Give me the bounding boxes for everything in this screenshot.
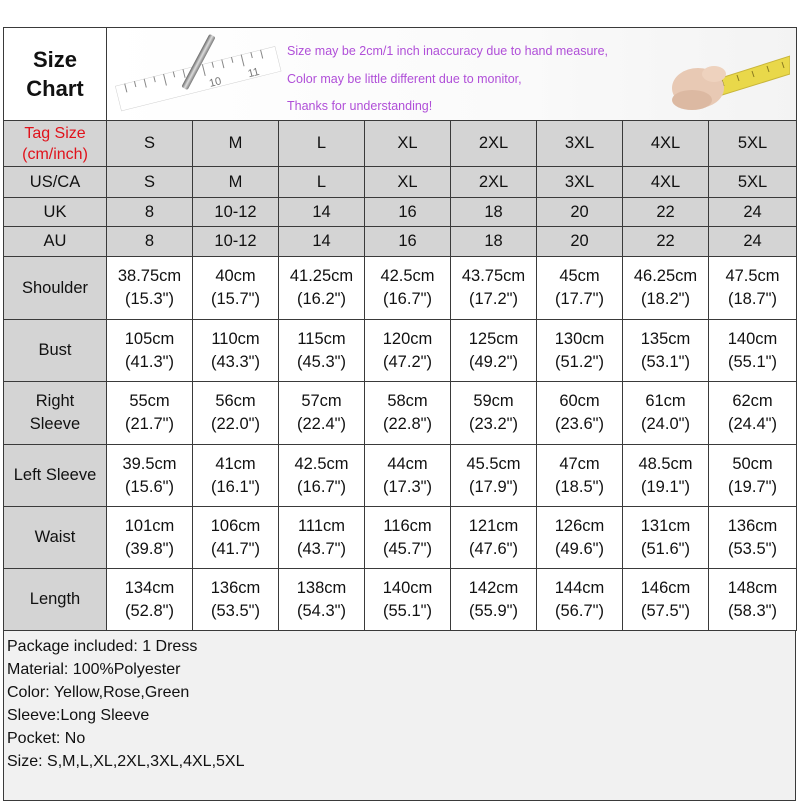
table-cell — [709, 445, 797, 507]
tape-measure-hand-icon — [662, 44, 790, 114]
tag-size-cell: 2XL — [451, 121, 537, 167]
table-cell: 18 — [451, 227, 537, 257]
cell-inch: (21.7") — [125, 415, 174, 433]
cell-inch: (24.4") — [728, 415, 777, 433]
cell-inch: (19.7") — [728, 477, 777, 496]
cell-cm: 57cm — [301, 392, 342, 410]
tag-size-label — [4, 121, 107, 167]
row-label-au: AU — [4, 227, 107, 257]
cell-cm: 42.5cm — [294, 454, 349, 473]
table-cell — [107, 320, 193, 382]
cell-cm: 38.75cm — [117, 267, 182, 285]
table-cell — [107, 507, 193, 569]
cell-inch: (57.5") — [641, 601, 690, 620]
table-cell — [365, 445, 451, 507]
cell-cm: 55cm — [129, 392, 170, 410]
cell-inch: (55.9") — [469, 601, 518, 620]
table-cell: 8 — [107, 198, 193, 227]
cell-cm: 47.5cm — [725, 267, 780, 285]
cell-inch: (17.9") — [469, 477, 518, 496]
row-label-length: Length — [4, 569, 107, 631]
cell-inch: (52.8") — [125, 601, 174, 620]
table-cell: 16 — [365, 227, 451, 257]
cell-cm: 140cm — [727, 329, 778, 348]
cell-cm: 131cm — [640, 516, 691, 535]
table-cell — [623, 257, 709, 320]
size-chart-sheet — [3, 27, 796, 796]
cell-cm: 140cm — [382, 578, 433, 597]
cell-cm: 138cm — [296, 578, 347, 597]
cell-inch: (23.2") — [469, 415, 518, 433]
table-cell: 22 — [623, 227, 709, 257]
table-cell — [193, 257, 279, 320]
cell-cm: 135cm — [640, 329, 691, 348]
table-cell: 3XL — [537, 167, 623, 198]
cell-cm: 130cm — [554, 329, 605, 348]
cell-cm: 60cm — [559, 392, 600, 410]
table-cell — [451, 257, 537, 320]
cell-inch: (54.3") — [297, 601, 346, 620]
note-line-2: Color may be little different due to monitor, — [287, 72, 522, 86]
size-chart-table — [3, 27, 797, 631]
table-cell: 24 — [709, 227, 797, 257]
table-cell — [537, 382, 623, 445]
tag-size-cell: 4XL — [623, 121, 709, 167]
table-cell — [193, 507, 279, 569]
cell-inch: (53.5") — [728, 539, 777, 558]
table-cell — [709, 257, 797, 320]
table-cell: XL — [365, 167, 451, 198]
cell-cm: 121cm — [468, 516, 519, 535]
ruler-number: 10 — [207, 75, 223, 90]
info-sizes: Size: S,M,L,XL,2XL,3XL,4XL,5XL — [7, 753, 245, 770]
cell-inch: (47.2") — [383, 352, 432, 371]
table-cell — [107, 382, 193, 445]
cell-cm: 148cm — [727, 578, 778, 597]
cell-inch: (18.5") — [555, 477, 604, 496]
table-cell — [537, 257, 623, 320]
table-cell: 18 — [451, 198, 537, 227]
measurement-banner — [107, 28, 797, 121]
table-cell — [623, 507, 709, 569]
table-cell — [537, 445, 623, 507]
cell-cm: 115cm — [297, 329, 346, 348]
table-cell — [709, 382, 797, 445]
cell-cm: 146cm — [640, 578, 691, 597]
table-cell — [279, 320, 365, 382]
table-cell: 16 — [365, 198, 451, 227]
cell-cm: 44cm — [387, 454, 428, 473]
cell-inch: (15.6") — [125, 477, 174, 496]
table-cell — [279, 257, 365, 320]
table-cell — [709, 507, 797, 569]
cell-inch: (43.7") — [297, 539, 346, 558]
right-sleeve-label-line-2: Sleeve — [29, 415, 81, 433]
cell-cm: 48.5cm — [638, 454, 693, 473]
tag-size-cell: 3XL — [537, 121, 623, 167]
right-sleeve-label-line-1: Right — [35, 392, 75, 410]
cell-cm: 46.25cm — [633, 267, 698, 285]
cell-inch: (49.2") — [469, 352, 518, 371]
table-cell: 20 — [537, 198, 623, 227]
row-label-waist: Waist — [4, 507, 107, 569]
cell-cm: 42.5cm — [380, 267, 435, 285]
table-cell: L — [279, 167, 365, 198]
cell-cm: 45.5cm — [466, 454, 521, 473]
row-label-shoulder: Shoulder — [4, 257, 107, 320]
cell-inch: (56.7") — [555, 601, 604, 620]
cell-cm: 39.5cm — [122, 454, 177, 473]
cell-inch: (55.1") — [728, 352, 777, 371]
cell-inch: (41.7") — [211, 539, 260, 558]
cell-inch: (55.1") — [383, 601, 432, 620]
row-label-right-sleeve — [4, 382, 107, 445]
cell-cm: 111cm — [297, 516, 346, 535]
note-line-1: Size may be 2cm/1 inch inaccuracy due to hand measure, — [287, 44, 609, 58]
cell-cm: 61cm — [645, 392, 686, 410]
cell-inch: (16.7") — [383, 290, 432, 308]
product-info-panel — [3, 631, 796, 801]
table-cell: 4XL — [623, 167, 709, 198]
table-cell — [193, 320, 279, 382]
cell-cm: 134cm — [124, 578, 175, 597]
table-cell — [193, 445, 279, 507]
cell-inch: (39.8") — [125, 539, 174, 558]
info-material: Material: 100%Polyester — [7, 661, 181, 678]
info-sleeve: Sleeve:Long Sleeve — [7, 707, 150, 724]
cell-cm: 106cm — [210, 516, 261, 535]
table-cell: 24 — [709, 198, 797, 227]
cell-inch: (51.2") — [555, 352, 604, 371]
row-label-bust: Bust — [4, 320, 107, 382]
cell-inch: (51.6") — [641, 539, 690, 558]
cell-inch: (22.4") — [297, 415, 346, 433]
table-cell: 22 — [623, 198, 709, 227]
cell-inch: (41.3") — [125, 352, 174, 371]
table-cell — [709, 320, 797, 382]
cell-inch: (17.2") — [469, 290, 518, 308]
tag-size-cell: 5XL — [709, 121, 797, 167]
table-cell — [623, 382, 709, 445]
table-cell — [107, 445, 193, 507]
cell-inch: (53.5") — [211, 601, 260, 620]
table-cell — [365, 569, 451, 631]
cell-inch: (18.7") — [728, 290, 777, 308]
cell-inch: (58.3") — [728, 601, 777, 620]
cell-inch: (45.7") — [383, 539, 432, 558]
table-cell — [279, 569, 365, 631]
cell-inch: (49.6") — [555, 539, 604, 558]
table-cell: 2XL — [451, 167, 537, 198]
cell-inch: (47.6") — [469, 539, 518, 558]
tag-size-cell: L — [279, 121, 365, 167]
table-cell — [451, 569, 537, 631]
cell-cm: 101cm — [124, 516, 175, 535]
cell-inch: (18.2") — [641, 290, 690, 308]
row-label-uk: UK — [4, 198, 107, 227]
table-cell — [365, 507, 451, 569]
table-cell — [193, 569, 279, 631]
table-cell — [451, 507, 537, 569]
table-cell — [623, 445, 709, 507]
cell-inch: (19.1") — [641, 477, 690, 496]
table-cell — [365, 257, 451, 320]
table-cell: 20 — [537, 227, 623, 257]
cell-cm: 40cm — [215, 267, 256, 285]
info-color: Color: Yellow,Rose,Green — [7, 684, 190, 701]
tag-size-cell: S — [107, 121, 193, 167]
cell-cm: 56cm — [215, 392, 256, 410]
table-cell — [537, 320, 623, 382]
cell-cm: 125cm — [468, 329, 519, 348]
cell-inch: (17.7") — [555, 290, 604, 308]
table-cell — [709, 569, 797, 631]
cell-cm: 142cm — [468, 578, 519, 597]
cell-inch: (16.2") — [297, 290, 346, 308]
size-chart-title — [4, 28, 107, 121]
cell-inch: (45.3") — [297, 352, 346, 371]
table-cell — [107, 569, 193, 631]
tag-size-label-line-2: (cm/inch) — [22, 145, 88, 163]
table-cell: 5XL — [709, 167, 797, 198]
cell-inch: (16.1") — [211, 477, 260, 496]
table-cell — [623, 569, 709, 631]
table-cell: 14 — [279, 227, 365, 257]
cell-inch: (17.3") — [383, 477, 432, 496]
table-cell: M — [193, 167, 279, 198]
cell-cm: 136cm — [210, 578, 261, 597]
cell-inch: (53.1") — [641, 352, 690, 371]
cell-cm: 58cm — [387, 392, 428, 410]
title-line-1: Size — [32, 47, 78, 72]
cell-cm: 105cm — [124, 329, 175, 348]
cell-cm: 62cm — [732, 392, 773, 410]
table-cell — [365, 382, 451, 445]
cell-inch: (22.8") — [383, 415, 432, 433]
title-line-2: Chart — [26, 76, 84, 101]
cell-cm: 41cm — [215, 454, 256, 473]
table-cell: 8 — [107, 227, 193, 257]
table-cell — [279, 507, 365, 569]
cell-inch: (43.3") — [211, 352, 260, 371]
cell-cm: 50cm — [732, 454, 773, 473]
cell-cm: 41.25cm — [289, 267, 354, 285]
cell-cm: 45cm — [559, 267, 600, 285]
cell-cm: 136cm — [727, 516, 778, 535]
table-cell — [451, 445, 537, 507]
cell-cm: 43.75cm — [461, 267, 526, 285]
row-label-us-ca: US/CA — [4, 167, 107, 198]
cell-cm: 144cm — [554, 578, 605, 597]
info-package: Package included: 1 Dress — [7, 638, 198, 655]
ruler-number: 11 — [246, 65, 261, 81]
table-cell: 10-12 — [193, 227, 279, 257]
table-cell — [279, 382, 365, 445]
table-cell: 14 — [279, 198, 365, 227]
table-cell: S — [107, 167, 193, 198]
cell-cm: 110cm — [211, 329, 260, 348]
table-cell: 10-12 — [193, 198, 279, 227]
table-cell — [537, 569, 623, 631]
table-cell — [279, 445, 365, 507]
table-cell — [193, 382, 279, 445]
tag-size-cell: XL — [365, 121, 451, 167]
tag-size-cell: M — [193, 121, 279, 167]
cell-inch: (24.0") — [641, 415, 690, 433]
cell-inch: (16.7") — [297, 477, 346, 496]
note-line-3: Thanks for understanding! — [287, 99, 433, 113]
table-cell — [451, 320, 537, 382]
cell-cm: 116cm — [383, 516, 432, 535]
cell-inch: (22.0") — [211, 415, 260, 433]
cell-cm: 126cm — [554, 516, 605, 535]
table-cell — [107, 257, 193, 320]
cell-inch: (15.7") — [211, 290, 260, 308]
tag-size-label-line-1: Tag Size — [24, 124, 86, 142]
cell-inch: (15.3") — [125, 290, 174, 308]
cell-inch: (23.6") — [555, 415, 604, 433]
row-label-left-sleeve: Left Sleeve — [4, 445, 107, 507]
table-cell — [365, 320, 451, 382]
cell-cm: 120cm — [382, 329, 433, 348]
table-cell — [451, 382, 537, 445]
cell-cm: 47cm — [559, 454, 600, 473]
cell-cm: 59cm — [473, 392, 514, 410]
table-cell — [537, 507, 623, 569]
table-cell — [623, 320, 709, 382]
info-pocket: Pocket: No — [7, 730, 86, 747]
